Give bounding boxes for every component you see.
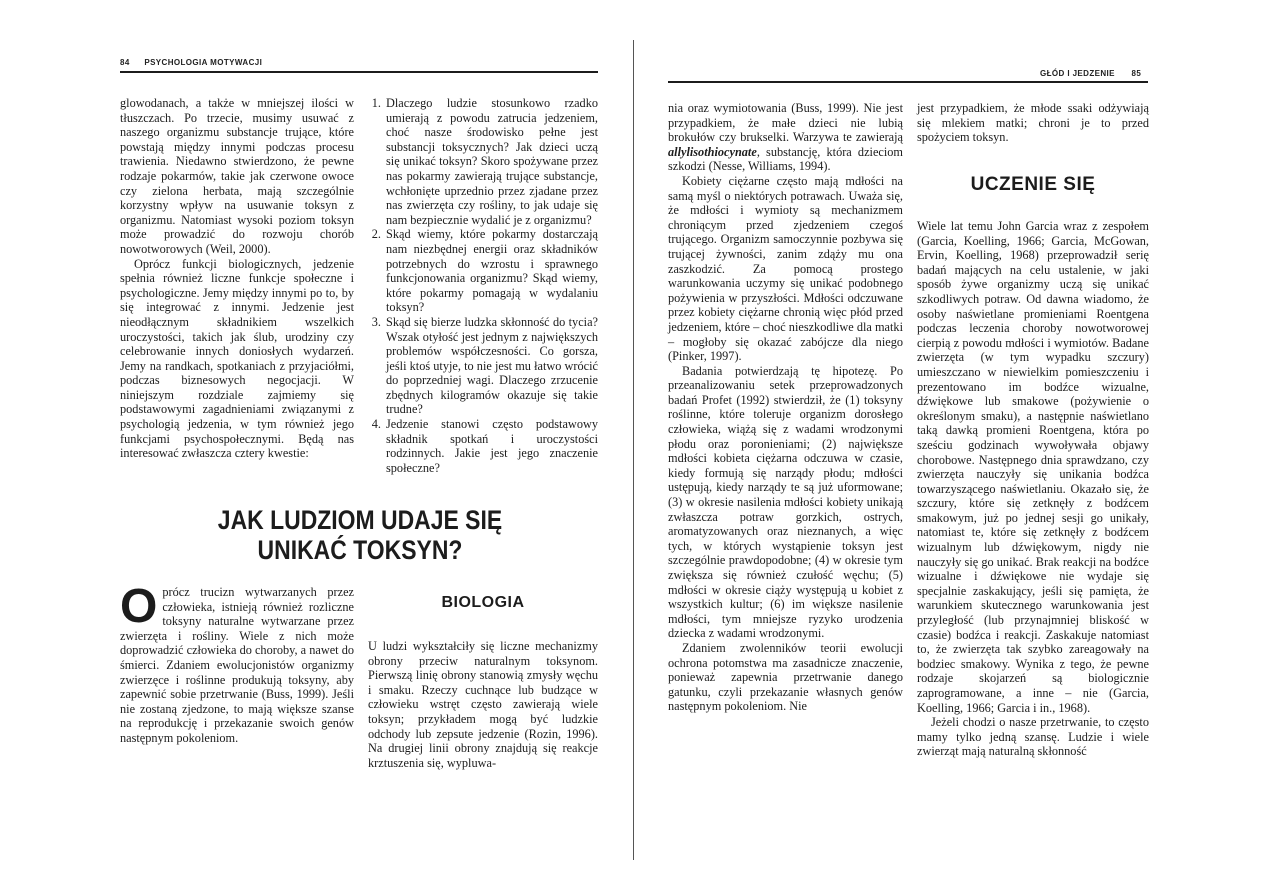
drop-cap: O: [120, 580, 158, 633]
right-column-2-top: [917, 101, 1149, 145]
paragraph: glowodanach, a także w mniejszej ilości w tłuszczach. Po trzecie, musimy usuwać z naszego organizmu substancje trujące, które powstają między innymi podczas procesu trawienia. Niedawno stwierdzono, że pewne rodzaje pokarmów, takie jak czerwone owoce czy zielona herbata, mają szczególnie korzystny wpływ na usuwanie toksyn z organizmu. Natomiast wysoki poziom toksyn może prowadzić do rozwoju chorób nowotworowych (Weil, 2000).: [120, 96, 354, 256]
list-item: 1. Dlaczego ludzie stosunkowo rzadko umierają z powodu zatrucia jedzeniem, choć nasze środowisko pełne jest substancji toksycznych? Jak dzieci uczą się unikać toksyn? Skoro spożywane przez nas pokarmy zawierają trujące substancje, wchłonięte uprzednio przez zjadane przez nas zwierzęta czy rośliny, to jak udaje się nam bezpiecznie wydalić je z organizmu?: [384, 96, 598, 227]
right-page-number: 85: [1131, 69, 1142, 78]
italic-term: allylisothiocynate: [668, 144, 757, 159]
paragraph: Zdaniem zwolenników teorii ewolucji ochrona potomstwa ma zasadnicze znaczenie, ponieważ zapewnia przetrwanie danego gatunku, czyli przekazanie własnych genów następnym pokoleniom. Nie: [668, 640, 903, 714]
paragraph: Kobiety ciężarne często mają mdłości na samą myśl o niektórych potrawach. Uważa się, że mdłości i wymioty są mechanizmem chroniącym przed zjedzeniem czegoś trującego. Organizm samoczynnie pozbywa się trującej żywności, zanim zdąży mu ona zaszkodzić. Za pomocą prostego warunkowania uczymy się unikać podobnego pożywienia w przyszłości. Mdłości odczuwane przez kobiety ciężarne chronią więc płód przed jedzeniem, które – choć nieszkodliwe dla matki – mogłoby się okazać zabójcze dla niego (Pinker, 1997).: [668, 173, 903, 364]
left-column-2: [368, 96, 598, 475]
right-running-title: GŁÓD I JEDZENIE: [1040, 69, 1115, 78]
left-running-title: PSYCHOLOGIA MOTYWACJI: [144, 58, 263, 67]
section-heading: [190, 505, 530, 565]
list-item: 4. Jedzenie stanowi często podstawowy składnik spotkań i uroczystości rodzinnych. Jakie jest jego znaczenie społeczne?: [384, 417, 598, 475]
left-page-header: [120, 58, 262, 67]
text-run: , substancję, która dzieciom szkodzi (Nesse, Williams, 1994).: [668, 144, 903, 174]
list-item: 3. Skąd się bierze ludzka skłonność do tycia? Wszak otyłość jest jednym z największych problemów współczesności. Co gorsza, jeśli ktoś utyje, to nie jest mu łatwo wrócić do poprzedniej wagi. Dlaczego zrzucenie zbędnych kilogramów okazuje się takie trudne?: [384, 315, 598, 417]
paragraph: Jeżeli chodzi o nasze przetrwanie, to często mamy tylko jedną szansę. Ludzie i wiele zwierząt mają naturalną skłonność: [917, 715, 1149, 759]
heading-line: JAK LUDZIOM UDAJE SIĘ: [217, 505, 503, 535]
list-item: 2. Skąd wiemy, które pokarmy dostarczają nam niezbędnej energii oraz składników potrzebnych do wzrostu i sprawnego funkcjonowania organizmu? Skąd wiemy, które pokarmy pomagają w wydalaniu toksyn?: [384, 227, 598, 315]
paragraph: [668, 101, 903, 174]
heading-line: UNIKAĆ TOKSYN?: [257, 535, 463, 565]
subheading-biologia: BIOLOGIA: [441, 594, 525, 611]
questions-list: [368, 96, 598, 475]
paragraph: Badania potwierdzają tę hipotezę. Po przeanalizowaniu setek przeprowadzonych badań Profet (1992) stwierdził, że (1) toksyny roślinne, które toleruje organizm dorosłego człowieka, wiążą się z wadami wrodzonymi płodu oraz poronieniami; (2) największe mdłości kobieta ciężarna odczuwa w czasie, kiedy formują się narządy płodu; mdłości ustępują, kiedy narządy te są już uformowane; (3) w okresie nasilenia mdłości kobiety unikają zwłaszcza potraw gorzkich, ostrych, aromatyzowanych oraz nieznanych, a więc tych, w których wystąpienie toksyn jest szczególnie prawdopodobne; (4) w okresie tym zwiększa się również czułość węchu; (5) mdłości w okresie ciąży występują u kobiet z wszystkich kultur; (6) im większe nasilenie mdłości, tym mniejsze ryzyko urodzenia dziecka z wadami wrodzonymi.: [668, 363, 903, 641]
right-column-1: [668, 101, 903, 714]
left-column-1: [120, 96, 354, 461]
left-header-rule: [120, 71, 598, 73]
page-gutter: [633, 40, 634, 860]
section-heading-uczenie: UCZENIE SIĘ: [970, 174, 1096, 195]
paragraph: Oprócz funkcji biologicznych, jedzenie spełnia również liczne funkcje społeczne i psychologiczne. Jemy między innymi po to, by się integrować z innymi. Jedzenie jest nieodłącznym składnikiem wszelkich uroczystości, takich jak ślub, urodziny czy celebrowanie innych doniosłych wydarzeń. Jemy na randkach, spotkaniach z przyjaciółmi, podczas biznesowych negocjacji. W niniejszym rozdziale zajmiemy się podstawowymi zagadnieniami związanymi z psychologią jedzenia, w tym również jego funkcjami psychospołecznymi. Będą nas interesować zwłaszcza cztery kwestie:: [120, 256, 354, 461]
text-run: nia oraz wymiotowania (Buss, 1999). Nie jest przypadkiem, że małe dzieci nie lubią brokułów czy brukselki. Warzywa te zawierają: [668, 101, 903, 145]
left-column-4: [368, 639, 598, 770]
right-header-rule: [668, 81, 1148, 83]
intro-paragraph: prócz trucizn wytwarzanych przez człowieka, istnieją również rozliczne toksyny naturalne wytwarzane przez zwierzęta i rośliny. Wiele z nich może doprowadzić człowieka do choroby, a nawet do śmierci. Zdaniem ewolucjonistów organizmy zwierzęce i roślinne produkują toksyny, aby zapewnić sobie przetrwanie (Buss, 1999). Jeśli nie zostaną zjedzone, to mają większe szanse na reprodukcję i przekazanie swoich genów następnym pokoleniom.: [120, 585, 354, 745]
right-page-header: [1040, 69, 1141, 78]
paragraph: U ludzi wykształciły się liczne mechanizmy obrony przeciw naturalnym toksynom. Pierwszą linię obrony stanowią zmysły węchu i smaku. Rzeczy cuchnące lub budzące w człowieku wstręt często zawierają wiele toksyn; przykładem mogą być ludzkie odchody lub zepsute jedzenie (Rozin, 1996). Na drugiej linii obrony znajdują się reakcje krztuszenia się, wypluwa-: [368, 639, 598, 770]
left-column-3: [120, 580, 354, 746]
paragraph: Wiele lat temu John Garcia wraz z zespołem (Garcia, Koelling, 1966; Garcia, McGowan, Ervin, Koelling, 1968) przeprowadził serię badań mających na celu ustalenie, w jaki sposób żywe organizmy uczą się unikać szkodliwych potraw. Od dawna wiadomo, że osoby naświetlane promieniami Roentgena podczas leczenia choroby nowotworowej cierpią z powodu mdłości i wymiotów. Badane zwierzęta (w tym wypadku szczury) umieszczano w niewielkim pomieszczeniu i prezentowano im bodźce wizualne, dźwiękowe lub smakowe (pożywienie o określonym smaku), a następnie naświetlano taką dawką promieni Roentgena, która po sześciu godzinach wywoływała objawy chorobowe. Następnego dnia sprawdzano, czy zwierzęta nauczyły się unikania bodźca towarzyszącego naświetlaniu. Okazało się, że szczury, które się zetknęły z bodźcem smakowym, już po jednej sesji go unikały, natomiast te, które się zetknęły z bodźcem wizualnym lub dźwiękowym, nigdy nie nauczyły się go unikać. Brak reakcji na bodźce wizualne i dźwiękowe nie wydaje się specjalnie zaskakujący, jeśli się pamięta, że warunkiem skutecznego warunkowania jest przyległość (lub przynajmniej bliskość w czasie) bodźca i reakcji. Zaskakuje natomiast to, że zwierzęta tak szybko zareagowały na bodziec smakowy. Wynika z tego, że pewne rodzaje skojarzeń są biologicznie zaprogramowane, a inne – nie (Garcia, Koelling, 1966; Garcia i in., 1968).: [917, 219, 1149, 715]
right-column-2: [917, 219, 1149, 759]
paragraph: jest przypadkiem, że młode ssaki odżywiają się mlekiem matki; chroni je to przed spożyciem toksyn.: [917, 101, 1149, 145]
left-page-number: 84: [120, 58, 130, 67]
